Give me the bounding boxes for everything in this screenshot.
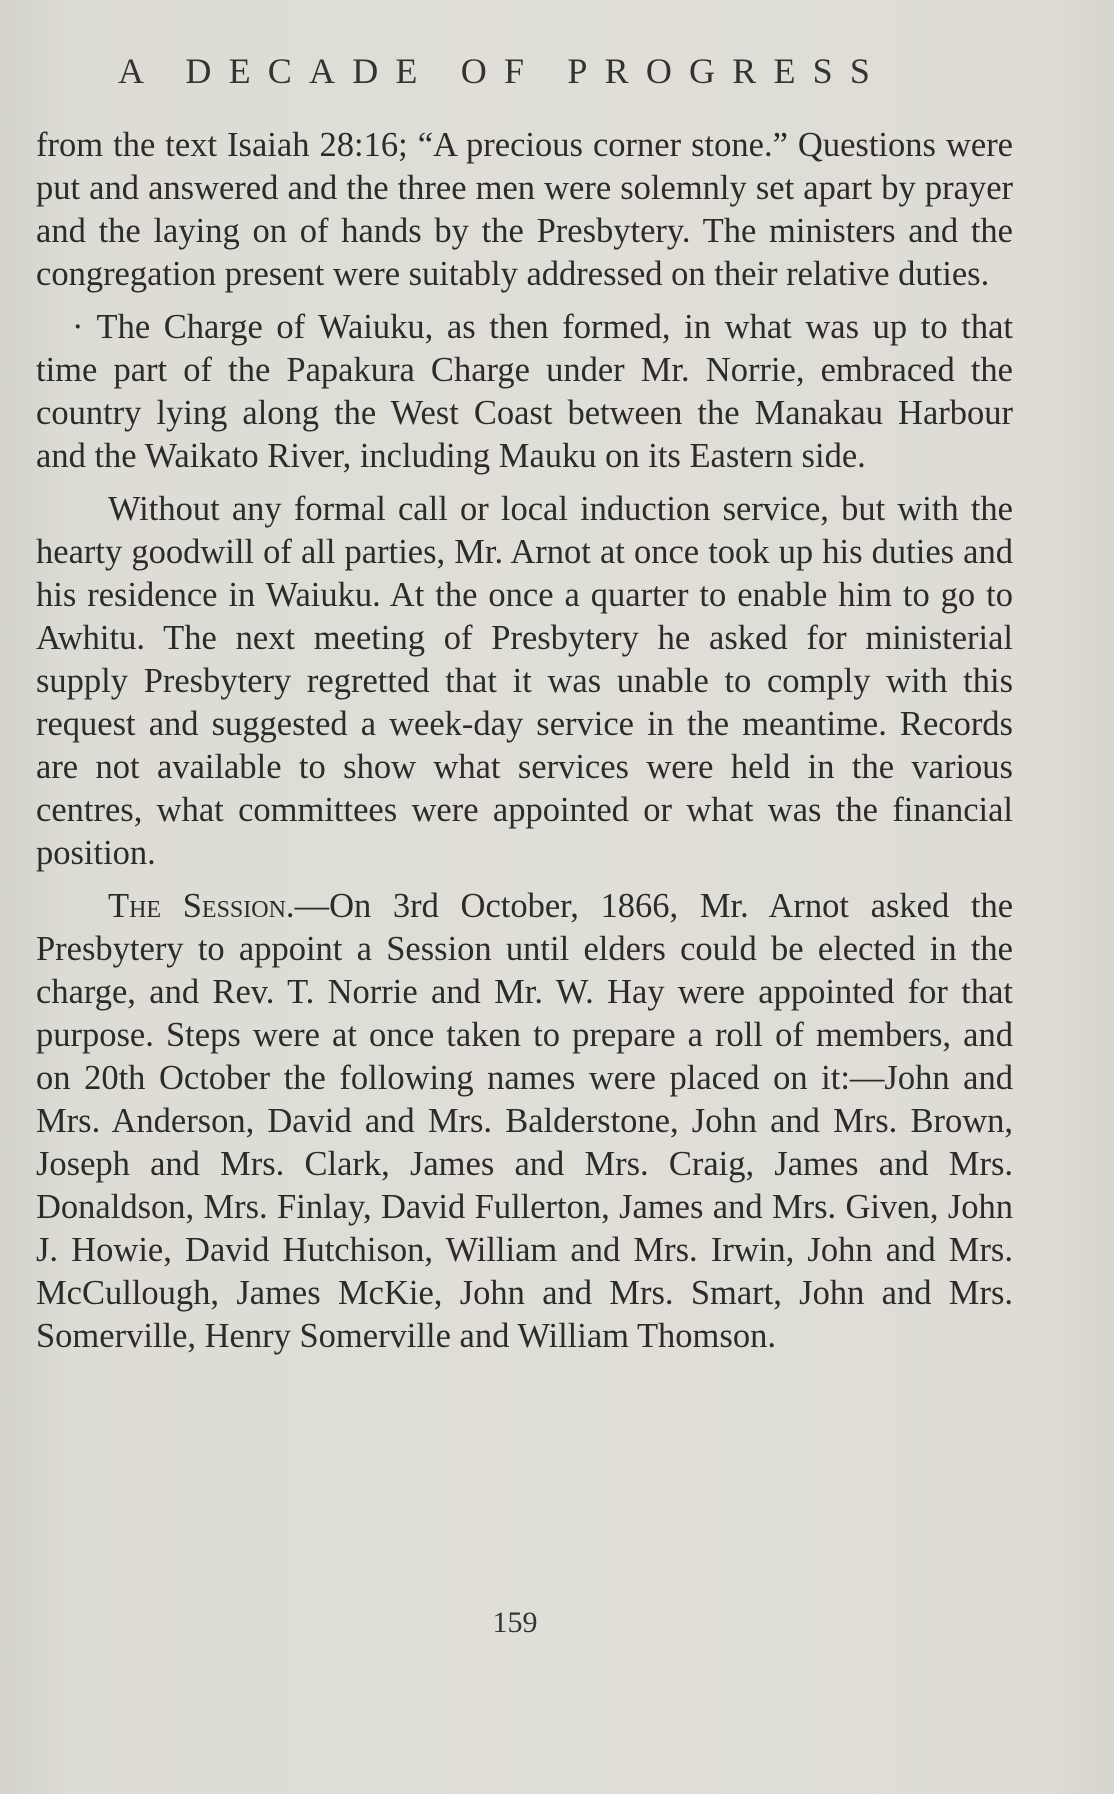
body-text xyxy=(36,124,1013,1368)
running-head: A DECADE OF PROGRESS xyxy=(118,51,888,91)
paragraph-4-text: —On 3rd October, 1866, Mr. Arnot asked the Presbytery to appoint a Session until elders could be elected in the charge, and Rev. T. Norrie and Mr. W. Hay were appointed for that purpose. Steps were at once taken to prepare a roll of members, and on 20th October the following names were placed on it:—John and Mrs. Anderson, David and Mrs. Balderstone, John and Mrs. Brown, Joseph and Mrs. Clark, James and Mrs. Craig, James and Mrs. Donaldson, Mrs. Finlay, David Fullerton, James and Mrs. Given, John J. Howie, David Hutchison, William and Mrs. Irwin, John and Mrs. McCullough, James McKie, John and Mrs. Smart, John and Mrs. Somerville, Henry Somerville and William Thomson. xyxy=(36,887,1014,1355)
paragraph-4 xyxy=(36,885,1013,1358)
paragraph-1: from the text Isaiah 28:16; “A precious corner stone.” Questions were put and answered and the three men were solemnly set apart by prayer and the laying on of hands by the Presbytery. The ministers and the congregation present were suitably addressed on their relative duties. xyxy=(36,126,1013,293)
section-heading: The Session. xyxy=(108,887,295,925)
paragraph-2: · The Charge of Waiuku, as then formed, in what was up to that time part of the Papakura Charge under Mr. Norrie, embraced the country lying along the West Coast between the Manakau Harbour and the Waikato River, including Mauku on its Eastern side. xyxy=(36,308,1013,475)
page-number: 159 xyxy=(492,1606,538,1639)
paragraph-3: Without any formal call or local induction service, but with the hearty goodwill of all parties, Mr. Arnot at once took up his duties and his residence in Waiuku. At the once a quarter to enable him to go to Awhitu. The next meeting of Presbytery he asked for ministerial supply Presbytery regretted that it was unable to comply with this request and suggested a week-day service in the meantime. Records are not available to show what services were held in the various centres, what committees were appointed or what was the financial position. xyxy=(36,490,1013,872)
